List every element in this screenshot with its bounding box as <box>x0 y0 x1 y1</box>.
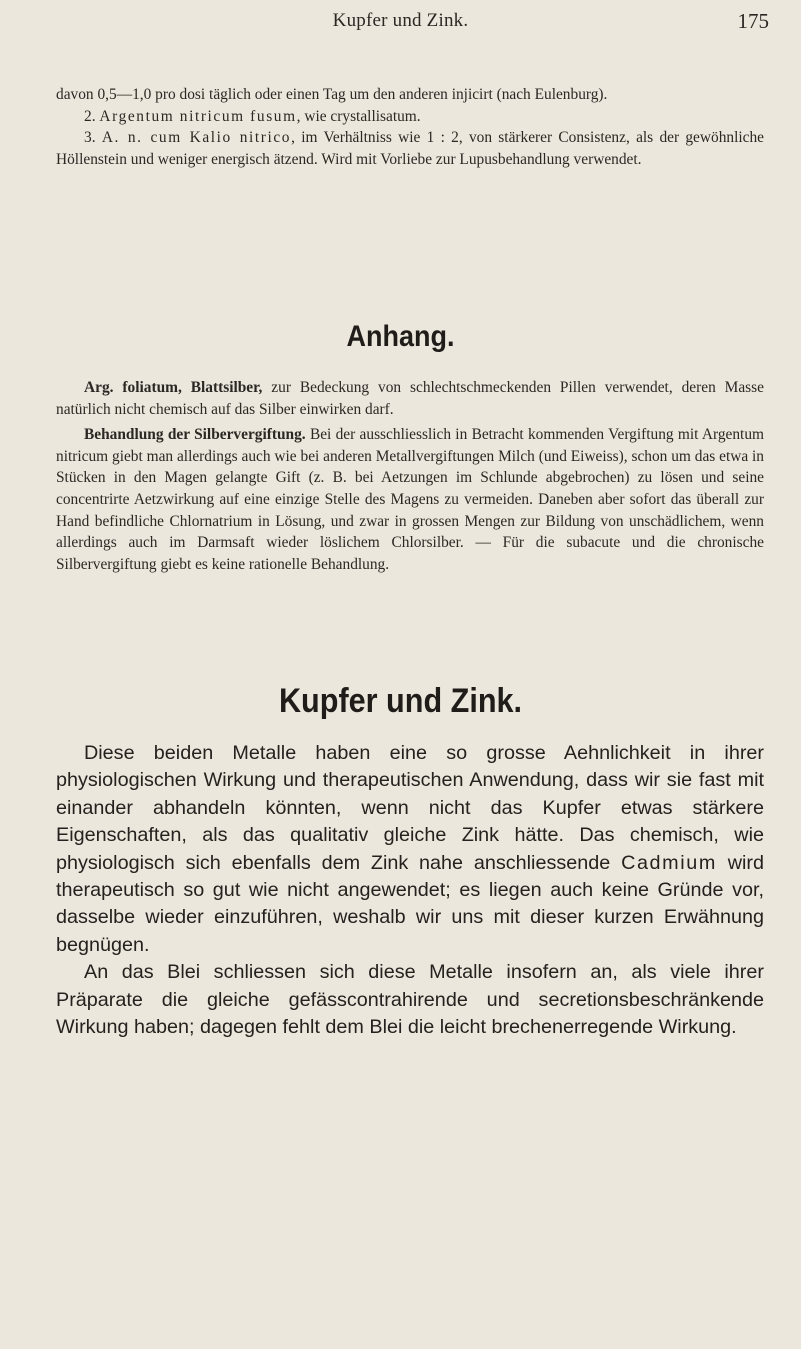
anhang-section <box>56 377 764 575</box>
top-section <box>56 84 764 170</box>
item-text: , im Verhältniss wie 1 : 2, von stärkerer Consistenz, als der gewöhnliche Höllenstein und weniger energisch ätzend. Wird mit Vorliebe zur Lupusbehandlung verwendet. <box>56 129 764 168</box>
anhang-paragraph-2 <box>56 424 764 575</box>
term-bold: Behandlung der Silbervergiftung. <box>84 426 306 444</box>
section-heading-kupfer: Kupfer und Zink. <box>278 682 523 720</box>
item-number: 3. <box>84 129 96 147</box>
anhang-paragraph-1 <box>56 377 764 420</box>
item-term: Argentum nitricum fusum <box>99 107 297 125</box>
running-head <box>0 6 801 40</box>
kupfer-paragraph-1 <box>56 740 764 959</box>
paragraph-text: wird therapeutisch so gut wie nicht angewendet; es liegen auch keine Gründe vor, dasselbe wieder einzuführen, weshalb wir uns mit dieser kurzen Erwähnung begnügen. <box>56 851 764 956</box>
term-bold: Arg. foliatum, Blattsilber, <box>84 379 263 396</box>
paragraph-text: Diese beiden Metalle haben eine so grosse Aehnlichkeit in ihrer physiologischen Wirkung und therapeutischen Anwendung, dass wir sie fast mit einander abhandeln könnten, wenn nicht das Kupfer etwas stärkere Eigenschaften, als das qualitativ gleiche Zink hätte. Das chemisch, wie physiologisch sich ebenfalls dem Zink nahe anschliessende <box>56 742 764 874</box>
paragraph-text: Bei der ausschliesslich in Betracht kommenden Vergiftung mit Argentum nitricum giebt man allerdings auch wie bei anderen Metallvergiftungen Milch (und Eiweiss), schon um das etwa in Stücken in den Magen gelangte Gift (z. B. bei Aetzungen im Schlunde abgebrochen) zu lösen und seine concentrirte Aetzwirkung auf eine einzige Stelle des Magens zu vermeiden. Daneben aber sofort das überall zur Hand befindliche Chlornatrium in Lösung, und zwar in grossen Mengen zur Bildung von unschädlichem, wenn allerdings auch im Darmsaft wieder löslichem Chlorsilber. — Für die subacute und die chronische Silbervergiftung giebt es keine rationelle Behandlung. <box>56 426 764 573</box>
running-title: Kupfer und Zink. <box>332 10 469 31</box>
list-item-3 <box>56 127 764 170</box>
item-text: , wie crystallisatum. <box>296 107 421 125</box>
term-spaced: Cadmium <box>621 851 717 874</box>
kupfer-section <box>56 740 764 1041</box>
item-term: A. n. cum Kalio nitrico <box>101 129 292 147</box>
dosage-paragraph: davon 0,5—1,0 pro dosi täglich oder einen Tag um den anderen injicirt (nach Eulenburg). <box>56 86 608 103</box>
item-number: 2. <box>84 107 96 125</box>
section-heading-anhang: Anhang. <box>346 320 455 353</box>
list-item-2 <box>56 106 764 128</box>
paragraph-text: zur Bedeckung von schlechtschmeckenden Pillen verwendet, deren Masse natürlich nicht chemisch auf das Silber einwirken darf. <box>56 379 764 418</box>
page-number: 175 <box>737 9 769 33</box>
kupfer-paragraph-2: An das Blei schliessen sich diese Metalle insofern an, als viele ihrer Präparate die gleiche gefässcontrahirende und secretionsbeschränkende Wirkung haben; dagegen fehlt dem Blei die leicht brechenerregende Wirkung. <box>56 961 764 1039</box>
